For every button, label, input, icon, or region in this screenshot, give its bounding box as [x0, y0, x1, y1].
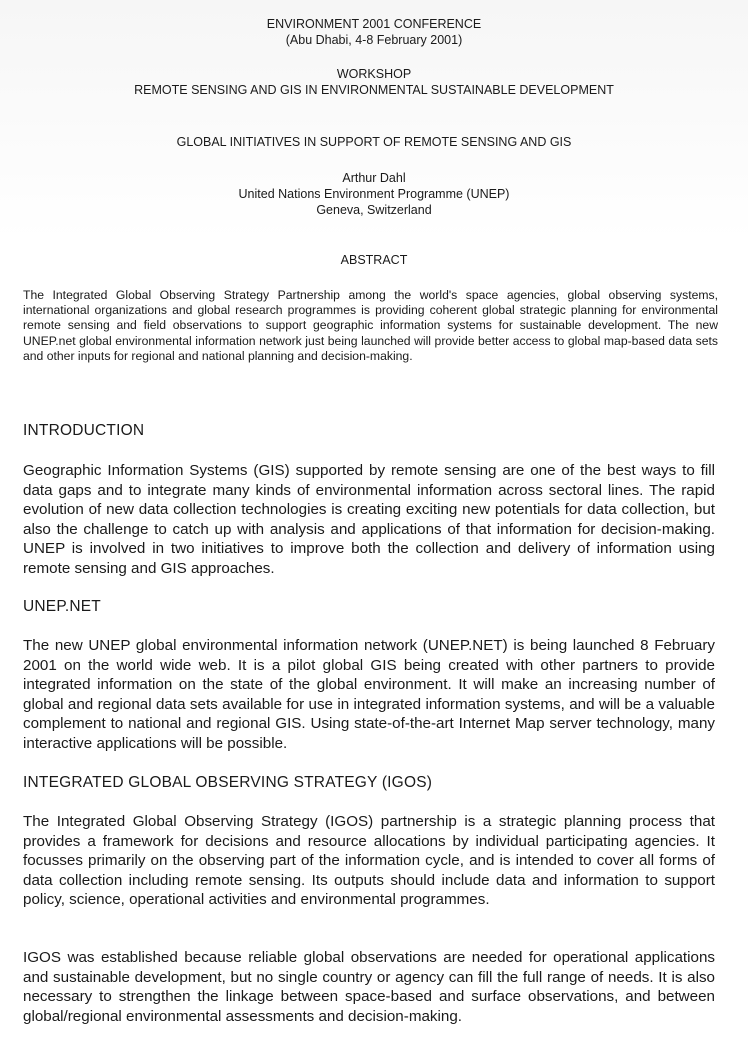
conference-header [0, 16, 748, 48]
author-city: Geneva, Switzerland [316, 203, 432, 217]
conference-location: (Abu Dhabi, 4-8 February 2001) [285, 33, 463, 47]
abstract-heading: ABSTRACT [340, 253, 408, 267]
introduction-heading: INTRODUCTION [23, 422, 145, 439]
author-name: Arthur Dahl [342, 171, 406, 185]
abstract-text: The Integrated Global Observing Strategy Partnership among the world's space agencies, global observing systems, international organizations and global research programmes is providing coherent global strategic planning for environmental remote sensing and field observations to support geographic information systems for sustainable development. The new UNEP.net global environmental information network just being launched will provide better access to global map-based data sets and other inputs for regional and national planning and decision-making. [23, 288, 718, 363]
author-affiliation: United Nations Environment Programme (UNEP) [238, 187, 510, 201]
unepnet-paragraph: The new UNEP global environmental information network (UNEP.NET) is being launched 8 February 2001 on the world wide web. It is a pilot global GIS being created with other partners to provide integrated information on the state of the global environment. It will make an increasing number of global and regional data sets available for use in integrated information systems, and will be a valuable complement to national and regional GIS. Using state-of-the-art Internet Map server technology, many interactive applications will be possible. [23, 637, 715, 752]
workshop-header [0, 66, 748, 98]
igos-heading: INTEGRATED GLOBAL OBSERVING STRATEGY (IGOS) [23, 774, 433, 791]
igos-paragraph-1: The Integrated Global Observing Strategy (IGOS) partnership is a strategic planning process that provides a framework for decisions and resource allocations by individual participating agencies. It focusses primarily on the observing part of the information cycle, and is intended to cover all forms of data collection including remote sensing. Its outputs should include data and information to support policy, science, operational activities and environmental programmes. [23, 813, 715, 909]
workshop-title: REMOTE SENSING AND GIS IN ENVIRONMENTAL SUSTAINABLE DEVELOPMENT [134, 83, 614, 97]
introduction-paragraph: Geographic Information Systems (GIS) supported by remote sensing are one of the best ways to fill data gaps and to integrate many kinds of environmental information across sectoral lines. The rapid evolution of new data collection technologies is creating exciting new potentials for data collection, but also the challenge to catch up with analysis and applications of that information for decision-making. UNEP is involved in two initiatives to improve both the collection and delivery of information using remote sensing and GIS approaches. [23, 462, 715, 577]
unepnet-heading: UNEP.NET [23, 598, 101, 615]
paper-title: GLOBAL INITIATIVES IN SUPPORT OF REMOTE SENSING AND GIS [176, 135, 572, 149]
workshop-label: WORKSHOP [336, 67, 412, 81]
author-block [0, 170, 748, 218]
igos-paragraph-2: IGOS was established because reliable global observations are needed for operational applications and sustainable development, but no single country or agency can fill the full range of needs. It is also necessary to strengthen the linkage between space-based and surface observations, and between global/regional environmental assessments and decision-making. [23, 949, 715, 1025]
conference-name: ENVIRONMENT 2001 CONFERENCE [266, 17, 482, 31]
